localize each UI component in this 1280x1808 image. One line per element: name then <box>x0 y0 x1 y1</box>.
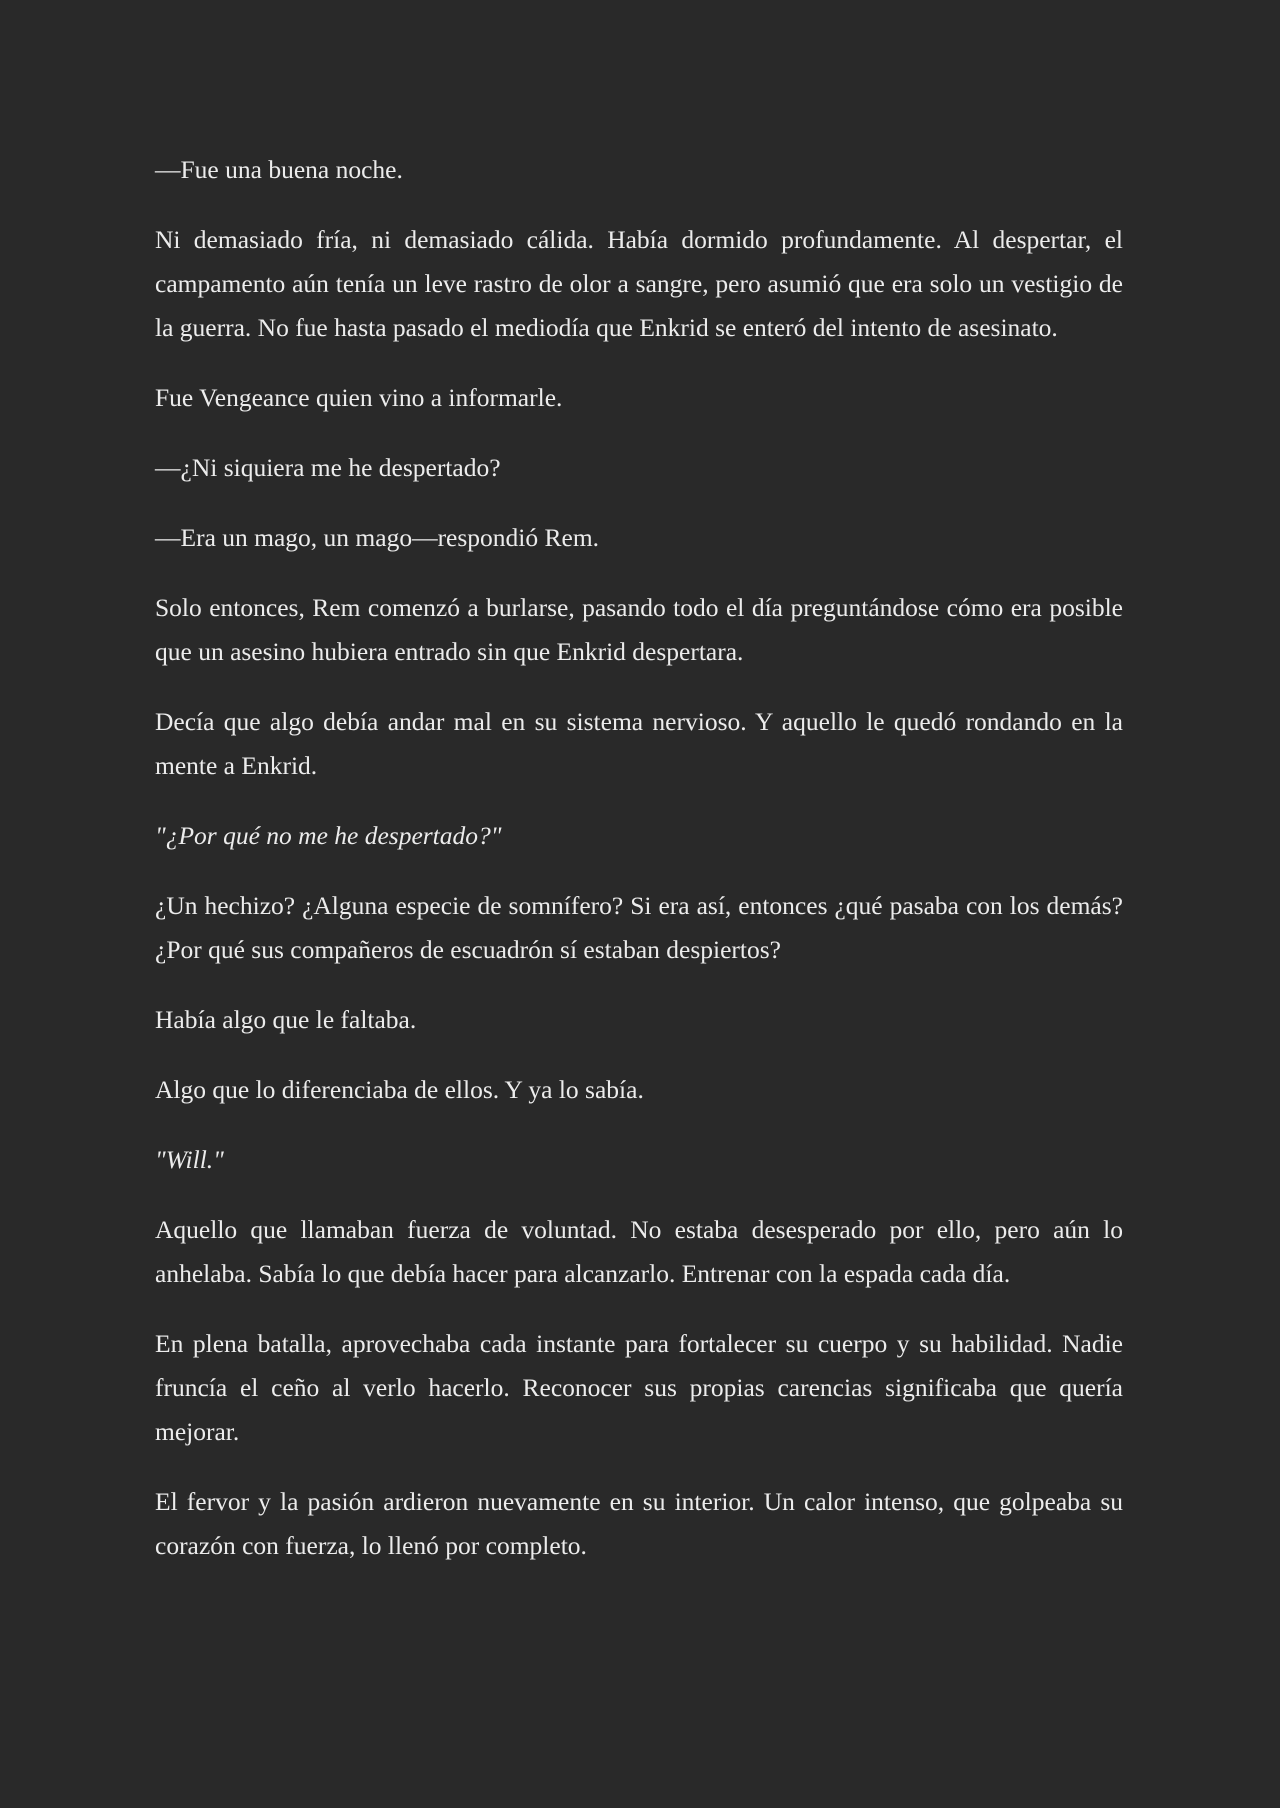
paragraph: Aquello que llamaban fuerza de voluntad. No estaba desesperado por ello, pero aún lo anhelaba. Sabía lo que debía hacer para alcanzarlo. Entrenar con la espada cada día. <box>155 1215 1123 1288</box>
paragraph: —Era un mago, un mago—respondió Rem. <box>155 523 600 552</box>
paragraph: En plena batalla, aprovechaba cada instante para fortalecer su cuerpo y su habilidad. Nadie fruncía el ceño al verlo hacerlo. Reconocer sus propias carencias significaba que quería mejorar. <box>155 1329 1123 1446</box>
paragraph: Fue Vengeance quien vino a informarle. <box>155 383 563 412</box>
paragraph: "Will." <box>155 1145 224 1174</box>
paragraph: —¿Ni siquiera me he despertado? <box>155 453 501 482</box>
paragraph: Algo que lo diferenciaba de ellos. Y ya lo sabía. <box>155 1075 644 1104</box>
paragraph: Solo entonces, Rem comenzó a burlarse, pasando todo el día preguntándose cómo era posible que un asesino hubiera entrado sin que Enkrid despertara. <box>155 593 1123 666</box>
paragraph: Ni demasiado fría, ni demasiado cálida. Había dormido profundamente. Al despertar, el campamento aún tenía un leve rastro de olor a sangre, pero asumió que era solo un vestigio de la guerra. No fue hasta pasado el mediodía que Enkrid se enteró del intento de asesinato. <box>155 225 1123 342</box>
paragraph: Decía que algo debía andar mal en su sistema nervioso. Y aquello le quedó rondando en la mente a Enkrid. <box>155 707 1123 780</box>
paragraph: —Fue una buena noche. <box>155 155 403 184</box>
chapter-text <box>155 148 1123 1594</box>
paragraph: ¿Un hechizo? ¿Alguna especie de somnífero? Si era así, entonces ¿qué pasaba con los demás? ¿Por qué sus compañeros de escuadrón sí estaban despiertos? <box>155 891 1123 964</box>
paragraph: Había algo que le faltaba. <box>155 1005 417 1034</box>
paragraph: El fervor y la pasión ardieron nuevamente en su interior. Un calor intenso, que golpeaba su corazón con fuerza, lo llenó por completo. <box>155 1487 1123 1560</box>
paragraph: "¿Por qué no me he despertado?" <box>155 821 502 850</box>
